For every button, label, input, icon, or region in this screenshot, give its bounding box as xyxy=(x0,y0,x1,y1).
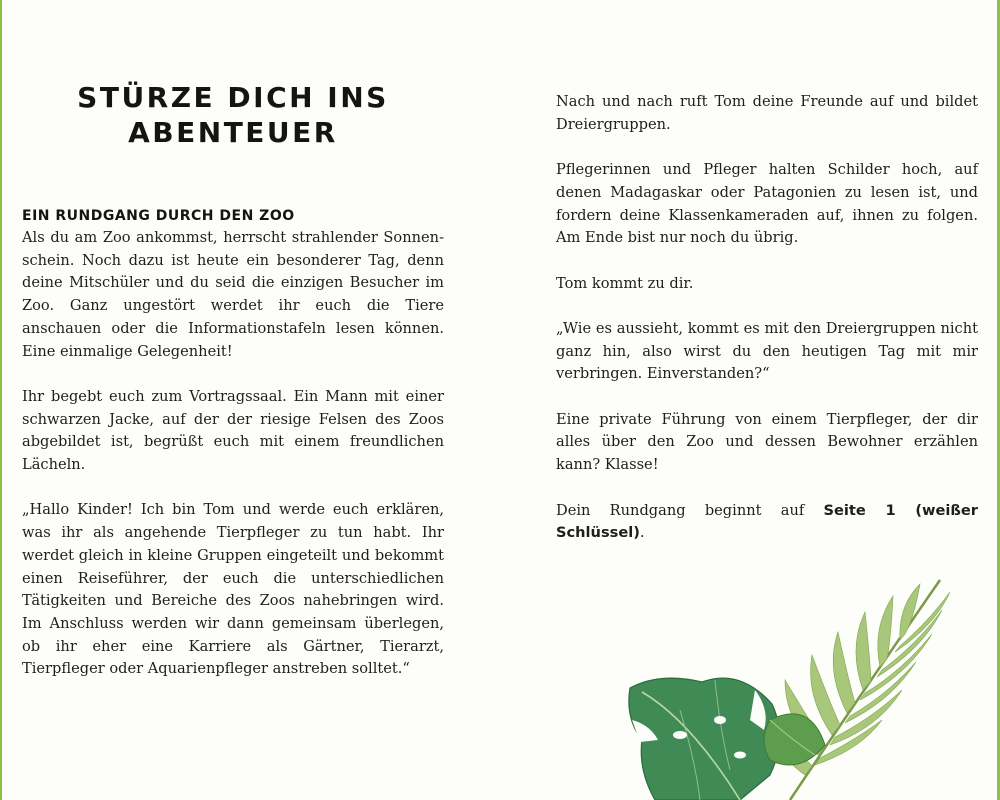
tropical-leaves-illustration xyxy=(620,570,1000,800)
paragraph-private-tour: Eine private Führung von einem Tierpfleger, der dir alles über den Zoo und dessen Bewohner erzählen kann? Klasse! xyxy=(556,410,978,474)
section-heading: EIN RUNDGANG DURCH DEN ZOO xyxy=(22,208,295,224)
page-reference: Seite 1 (weißer Schlüssel) xyxy=(556,501,978,542)
left-column xyxy=(22,205,444,704)
start-text: Dein Rundgang beginnt auf xyxy=(556,501,824,519)
paragraph-tom-comes: Tom kommt zu dir. xyxy=(556,274,694,292)
paragraph-keepers-signs: Pflegerinnen und Pfleger halten Schilder hoch, auf denen Madagaskar oder Patagonien zu lesen ist, und fordern deine Klassenkameraden auf, ihnen zu folgen. Am Ende bist nur noch du übrig. xyxy=(556,161,978,247)
palm-frond-icon xyxy=(760,580,950,800)
paragraph-tom-quote: „Wie es aussieht, kommt es mit den Dreiergruppen nicht ganz hin, also wirst du den heutigen Tag mit mir verbringen. Einverstanden?“ xyxy=(556,319,978,383)
paragraph-start-page xyxy=(556,500,978,545)
start-text-end: . xyxy=(639,524,645,542)
right-column xyxy=(556,91,978,568)
title-line-2: ABENTEUER xyxy=(128,116,338,149)
monstera-leaf-icon xyxy=(629,678,780,800)
small-leaf-icon xyxy=(764,714,825,765)
title-line-1: STÜRZE DICH INS xyxy=(77,81,389,114)
page-title xyxy=(22,80,444,150)
paragraph-lecture-hall: Ihr begebt euch zum Vortragssaal. Ein Mann mit einer schwarzen Jacke, auf der der riesige Felsen des Zoos abgebildet ist, begrüßt euch mit einem freundlichen Lächeln. xyxy=(22,387,444,474)
paragraph-arrival: Als du am Zoo ankommst, herrscht strahlender Sonnenschein. Noch dazu ist heute ein besonderer Tag, denn deine Mitschüler und du seid die einzigen Besucher im Zoo. Ganz ungestört werdet ihr euch die Tiere anschauen oder die Informationstafeln lesen können. Eine einmalige Gelegenheit! xyxy=(22,229,444,360)
page-edge-left xyxy=(0,0,2,800)
paragraph-groups: Nach und nach ruft Tom deine Freunde auf und bildet Dreiergruppen. xyxy=(556,93,978,133)
paragraph-tom-speech: „Hallo Kinder! Ich bin Tom und werde euch erklären, was ihr als angehende Tierpfleger zu tun habt. Ihr werdet gleich in kleine Gruppen eingeteilt und bekommt einen Reiseführer, der euch die unterschiedlichen Tätigkeiten und Bereiche des Zoos nahebringen wird. Im Anschluss werden wir dann gemeinsam überlegen, ob ihr eher eine Karriere als Gärtner, Tierarzt, Tierpfleger oder Aquarienpfleger anstreben solltet.“ xyxy=(22,501,444,678)
